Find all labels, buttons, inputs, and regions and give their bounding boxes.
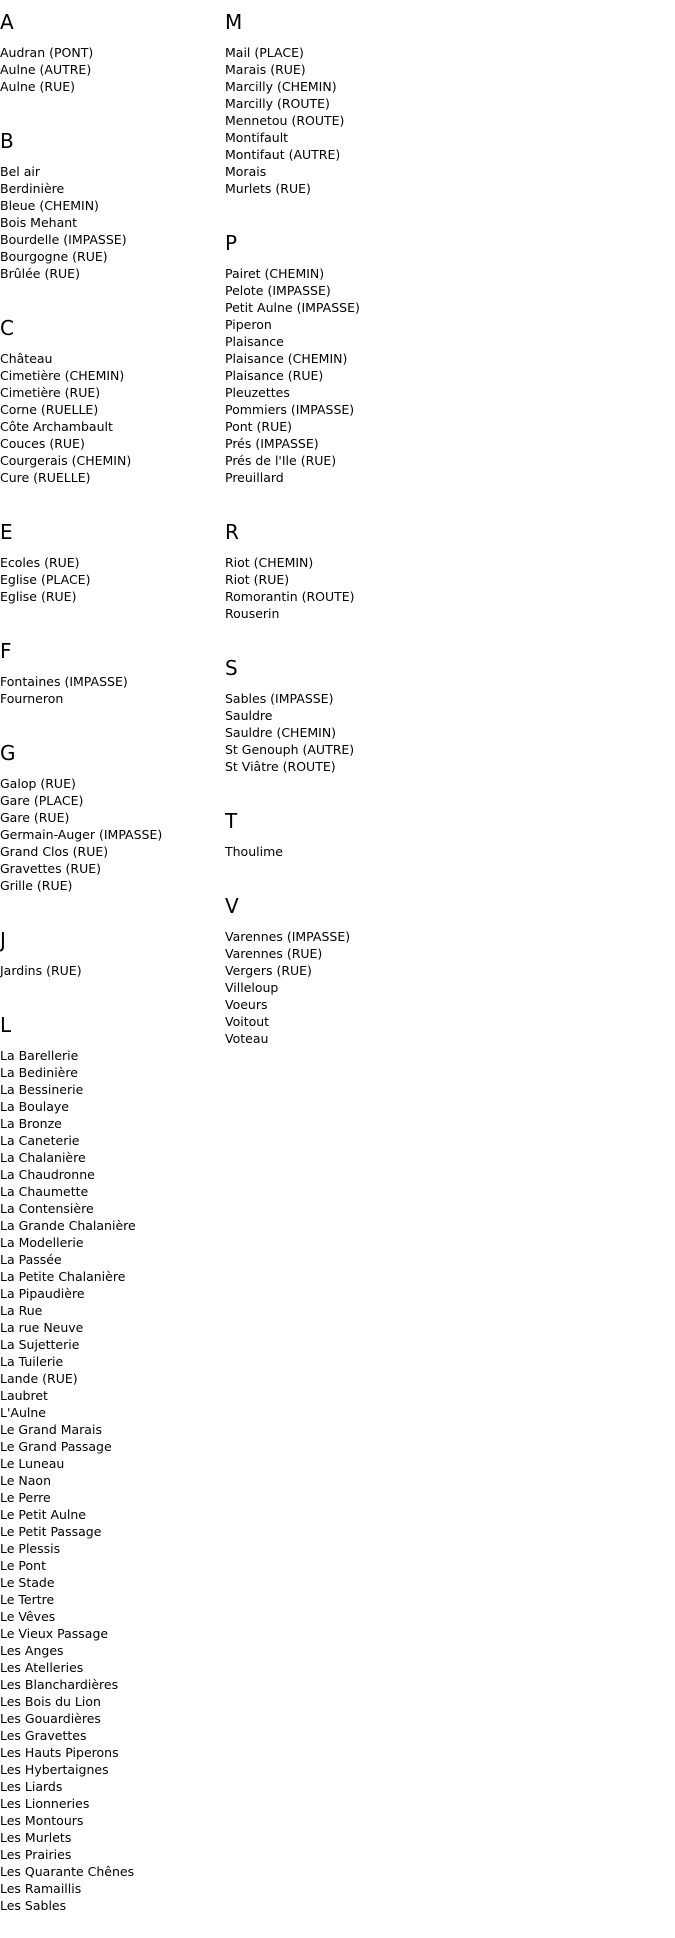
street-link[interactable]: Riot (RUE) [225,572,290,587]
letter-group-l [0,1003,220,1914]
street-link[interactable]: Les Quarante Chênes [0,1864,135,1879]
letter-group-r [225,510,445,622]
letter-group-t [225,799,445,860]
street-link[interactable]: Le Petit Passage [0,1524,102,1539]
street-link[interactable]: Le Vieux Passage [0,1626,109,1641]
street-link[interactable]: Sauldre (CHEMIN) [225,725,337,740]
letter-heading: S [225,656,238,680]
street-link[interactable]: Gravettes (RUE) [0,861,102,876]
street-link[interactable]: La Grande Chalanière [0,1218,136,1233]
street-link[interactable]: La Boulaye [0,1099,69,1114]
letter-heading: A [0,10,14,34]
street-link[interactable]: Le Petit Aulne [0,1507,86,1522]
street-link[interactable]: Fontaines (IMPASSE) [0,674,128,689]
street-link[interactable]: Pelote (IMPASSE) [225,283,331,298]
street-link[interactable]: Audran (PONT) [0,45,94,60]
street-link[interactable]: Riot (CHEMIN) [225,555,314,570]
street-link[interactable]: Bois Mehant [0,215,78,230]
street-link[interactable]: La Chaumette [0,1184,89,1199]
street-link[interactable]: Le Pont [0,1558,46,1573]
street-link[interactable]: La Pipaudière [0,1286,85,1301]
street-link[interactable]: Eglise (RUE) [0,589,77,604]
street-link[interactable]: Varennes (RUE) [225,946,323,961]
street-link[interactable]: Château [0,351,53,366]
street-link[interactable]: Pleuzettes [225,385,290,400]
letter-heading: T [225,809,238,833]
street-link[interactable]: Prés de l'Ile (RUE) [225,453,337,468]
street-link[interactable]: Sauldre [225,708,273,723]
street-link[interactable]: Grand Clos (RUE) [0,844,109,859]
letter-group-s [225,646,445,775]
street-link[interactable]: Prés (IMPASSE) [225,436,319,451]
street-link[interactable]: La Barellerie [0,1048,79,1063]
letter-heading: G [0,741,16,765]
street-link[interactable]: Cure (RUELLE) [0,470,91,485]
street-link[interactable]: La Bessinerie [0,1082,84,1097]
street-link[interactable]: Le Perre [0,1490,51,1505]
street-link[interactable]: Plaisance (RUE) [225,368,324,383]
street-link[interactable]: Rouserin [225,606,280,621]
letter-group-f [0,629,220,707]
street-link[interactable]: Les Prairies [0,1847,72,1862]
street-index-right-column [225,0,445,1071]
street-link[interactable]: La rue Neuve [0,1320,84,1335]
street-link[interactable]: Cimetière (CHEMIN) [0,368,125,383]
letter-heading: M [225,10,243,34]
street-link[interactable]: La Sujetterie [0,1337,80,1352]
street-link[interactable]: Voitout [225,1014,270,1029]
street-link[interactable]: Mail (PLACE) [225,45,304,60]
street-link[interactable]: Les Ramaillis [0,1881,82,1896]
street-link[interactable]: Gare (PLACE) [0,793,84,808]
street-link[interactable]: Les Lionneries [0,1796,90,1811]
street-link[interactable]: Thoulime [225,844,283,859]
letter-heading: J [0,928,6,952]
street-link[interactable]: La Bedinière [0,1065,78,1080]
street-link[interactable]: La Modellerie [0,1235,84,1250]
street-link[interactable]: Pont (RUE) [225,419,293,434]
street-link[interactable]: Les Montours [0,1813,84,1828]
letter-group-b [0,119,220,282]
street-link[interactable]: Sables (IMPASSE) [225,691,334,706]
street-link[interactable]: La Tuilerie [0,1354,64,1369]
street-link[interactable]: Voteau [225,1031,269,1046]
street-link[interactable]: Les Bois du Lion [0,1694,101,1709]
street-link[interactable]: Plaisance [225,334,284,349]
street-link[interactable]: Pommiers (IMPASSE) [225,402,355,417]
street-link[interactable]: St Viâtre (ROUTE) [225,759,336,774]
street-link[interactable]: Galop (RUE) [0,776,76,791]
letter-group-j [0,918,220,979]
street-link[interactable]: Bourdelle (IMPASSE) [0,232,127,247]
street-link[interactable]: Les Atelleries [0,1660,84,1675]
street-link[interactable]: Le Luneau [0,1456,65,1471]
street-link[interactable]: Montifault [225,130,289,145]
letter-group-p [225,221,445,486]
street-link[interactable]: Le Vêves [0,1609,56,1624]
street-link[interactable]: Morais [225,164,267,179]
street-link[interactable]: Preuillard [225,470,284,485]
street-link[interactable]: Grille (RUE) [0,878,73,893]
street-link[interactable]: Pairet (CHEMIN) [225,266,325,281]
street-link[interactable]: L'Aulne [0,1405,46,1420]
street-link[interactable]: Gare (RUE) [0,810,70,825]
street-link[interactable]: La Petite Chalanière [0,1269,126,1284]
street-link[interactable]: Cimetière (RUE) [0,385,101,400]
street-link[interactable]: Lande (RUE) [0,1371,78,1386]
letter-heading: C [0,316,14,340]
street-link[interactable]: Villeloup [225,980,279,995]
street-link[interactable]: La Chaudronne [0,1167,95,1182]
street-link[interactable]: Marcilly (ROUTE) [225,96,330,111]
street-link[interactable]: Mennetou (ROUTE) [225,113,345,128]
street-link[interactable]: Le Naon [0,1473,51,1488]
street-link[interactable]: Les Hauts Piperons [0,1745,119,1760]
street-link[interactable]: Aulne (AUTRE) [0,62,92,77]
street-link[interactable]: Les Anges [0,1643,64,1658]
street-link[interactable]: Les Sables [0,1898,67,1913]
street-link[interactable]: Petit Aulne (IMPASSE) [225,300,360,315]
street-link[interactable]: Courgerais (CHEMIN) [0,453,132,468]
letter-group-a [0,0,220,95]
street-link[interactable]: Marais (RUE) [225,62,306,77]
street-link[interactable]: Fourneron [0,691,64,706]
street-link[interactable]: La Contensière [0,1201,94,1216]
letter-group-m [225,0,445,197]
letter-group-e [0,510,220,605]
letter-heading: R [225,520,239,544]
street-link[interactable]: Varennes (IMPASSE) [225,929,351,944]
street-link[interactable]: Le Grand Passage [0,1439,112,1454]
letter-group-c [0,306,220,486]
letter-heading: E [0,520,13,544]
street-link[interactable]: Voeurs [225,997,268,1012]
street-link[interactable]: La Rue [0,1303,43,1318]
street-link[interactable]: Le Plessis [0,1541,61,1556]
street-link[interactable]: Plaisance (CHEMIN) [225,351,348,366]
street-link[interactable]: Les Gouardières [0,1711,101,1726]
street-link[interactable]: Eglise (PLACE) [0,572,91,587]
street-link[interactable]: Laubret [0,1388,48,1403]
street-index-left-column [0,0,220,1938]
street-link[interactable]: Côte Archambault [0,419,113,434]
street-link[interactable]: Le Grand Marais [0,1422,102,1437]
street-link[interactable]: Bourgogne (RUE) [0,249,108,264]
street-link[interactable]: La Bronze [0,1116,62,1131]
street-link[interactable]: Les Liards [0,1779,63,1794]
letter-group-g [0,731,220,894]
street-link[interactable]: Murlets (RUE) [225,181,311,196]
street-link[interactable]: Couces (RUE) [0,436,85,451]
street-link[interactable]: La Caneterie [0,1133,80,1148]
street-link[interactable]: Vergers (RUE) [225,963,312,978]
letter-heading: F [0,639,12,663]
letter-heading: V [225,894,239,918]
street-link[interactable]: Bel air [0,164,40,179]
street-link[interactable]: Ecoles (RUE) [0,555,80,570]
street-link[interactable]: St Genouph (AUTRE) [225,742,355,757]
street-link[interactable]: Bleue (CHEMIN) [0,198,99,213]
street-link[interactable]: Le Stade [0,1575,55,1590]
street-link[interactable]: Piperon [225,317,272,332]
street-link[interactable]: La Passée [0,1252,62,1267]
street-link[interactable]: Corne (RUELLE) [0,402,99,417]
street-link[interactable]: Germain-Auger (IMPASSE) [0,827,163,842]
street-link[interactable]: Romorantin (ROUTE) [225,589,355,604]
street-link[interactable]: Marcilly (CHEMIN) [225,79,337,94]
street-link[interactable]: Les Gravettes [0,1728,87,1743]
street-link[interactable]: Montifaut (AUTRE) [225,147,341,162]
street-link[interactable]: La Chalanière [0,1150,86,1165]
street-link[interactable]: Les Murlets [0,1830,72,1845]
letter-heading: B [0,129,14,153]
letter-heading: L [0,1013,12,1037]
letter-group-v [225,884,445,1047]
street-link[interactable]: Les Hybertaignes [0,1762,109,1777]
street-link[interactable]: Jardins (RUE) [0,963,82,978]
street-link[interactable]: Les Blanchardières [0,1677,119,1692]
street-link[interactable]: Berdinière [0,181,65,196]
street-link[interactable]: Le Tertre [0,1592,55,1607]
street-link[interactable]: Brûlée (RUE) [0,266,80,281]
letter-heading: P [225,231,238,255]
street-link[interactable]: Aulne (RUE) [0,79,76,94]
